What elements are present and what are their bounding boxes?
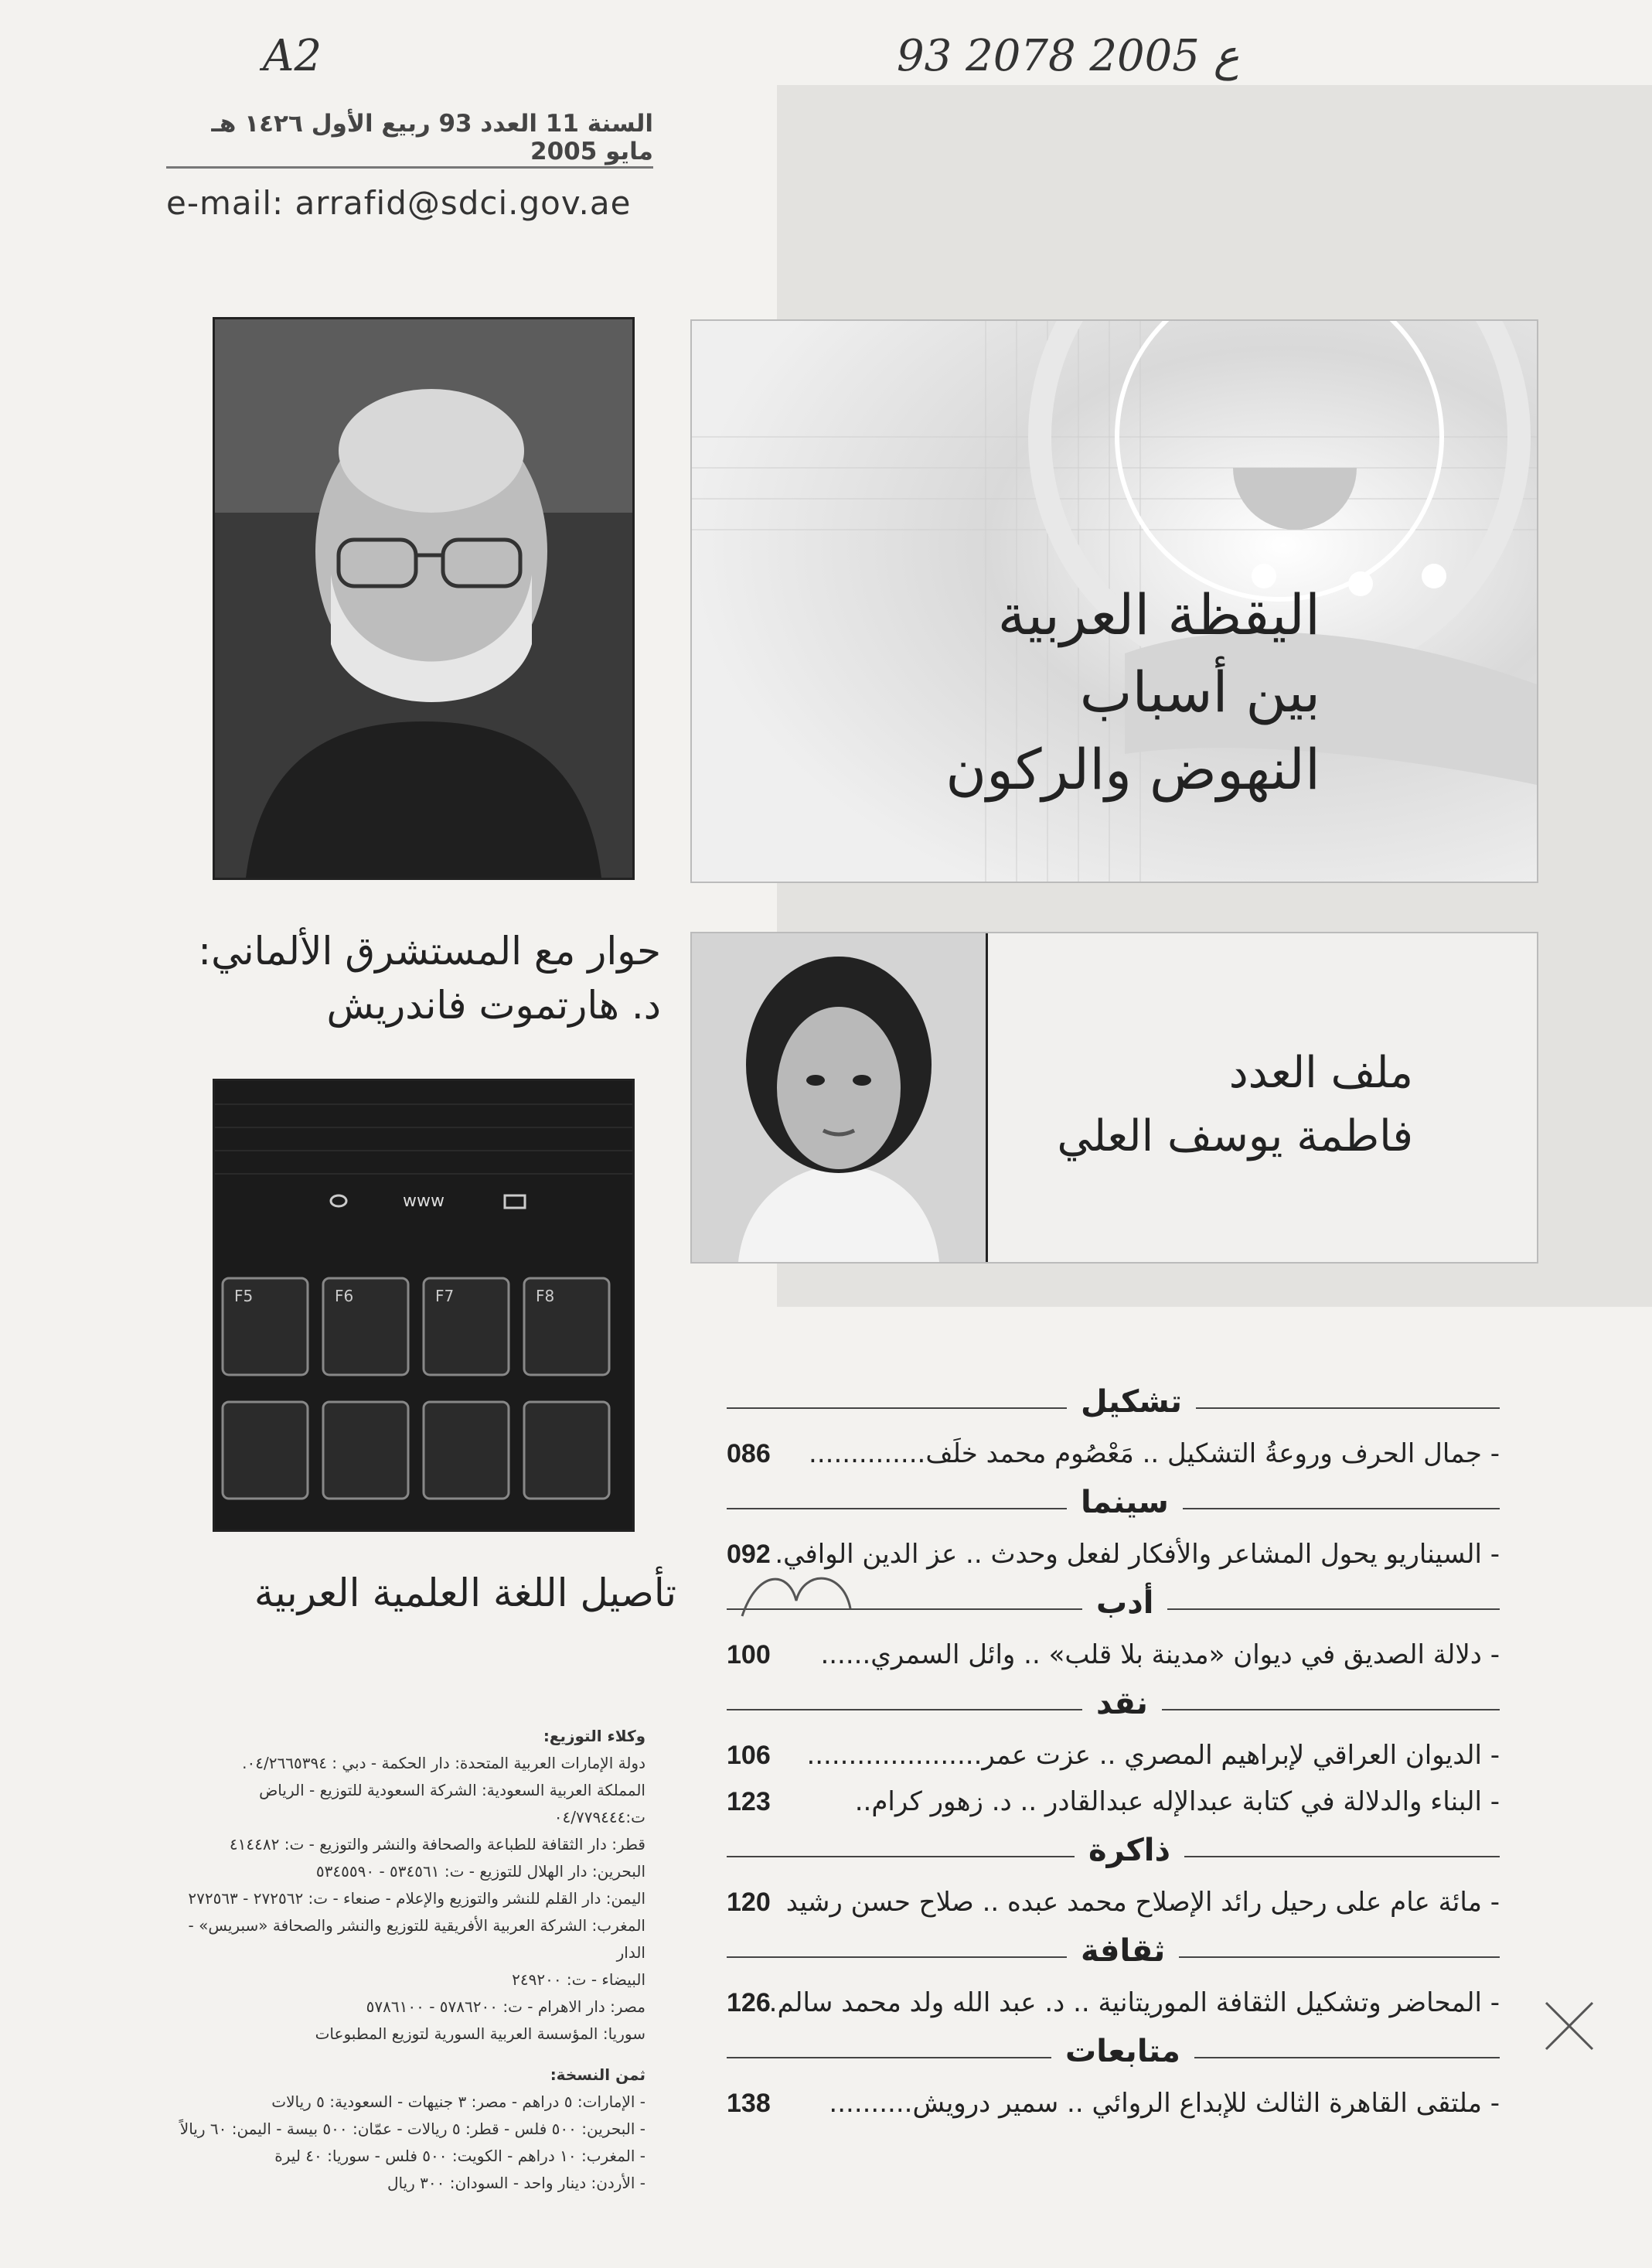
toc-section-label: نقد [1082,1686,1162,1721]
toc-entry-title: - ملتقى القاهرة الثالث للإبداع الروائي .. سمير درويش.......... [829,2088,1500,2119]
handwritten-x-mark [1538,1995,1600,2057]
key-f6-label: F6 [335,1287,354,1305]
distribution-line: البيضاء - ت: ٢٤٩٢٠٠ [512,1970,645,1989]
toc-page-number: 138 [727,2089,771,2118]
toc-section-heading [727,2034,1500,2080]
price-line: - البحرين: ٥٠٠ فلس - قطر: ٥ ريالات - عمّان: ٥٠٠ بيسة - اليمن: ٦٠ ريالاً [179,2120,645,2138]
www-key-label: www [403,1192,445,1211]
distribution-line: اليمن: دار القلم للنشر والتوزيع والإعلام - صنعاء - ت: ٢٧٢٥٦٢ - ٢٧٢٥٦٣ [188,1889,645,1908]
toc-section-heading [727,1933,1500,1980]
issue-file-box[interactable] [690,932,1538,1264]
toc-entry-title: - الديوان العراقي لإبراهيم المصري .. عزت عمر..................... [806,1740,1500,1771]
keyboard-photo[interactable] [213,1079,635,1532]
toc-section-heading [727,1485,1500,1531]
toc-section-label: سينما [1067,1485,1183,1520]
distribution-box [166,1723,645,2197]
toc-entry-title: - البناء والدلالة في كتابة عبدالإله عبدالقادر .. د. زهور كرام.. [854,1786,1500,1817]
toc-entry[interactable] [727,1732,1500,1779]
toc-entry[interactable] [727,2080,1500,2126]
key-f5-label: F5 [234,1287,254,1305]
toc-section-label: متابعات [1051,2034,1194,2069]
distribution-title: وكلاء التوزيع: [543,1727,645,1745]
issue-file-subject: فاطمة يوسف العلي [1057,1111,1413,1161]
toc-page-number: 100 [727,1640,771,1669]
distribution-line: دولة الإمارات العربية المتحدة: دار الحكمة - دبي : ٠٤/٢٦٦٥٣٩٤. [242,1754,645,1772]
toc-entry-title: - مائة عام على رحيل رائد الإصلاح محمد عبده .. صلاح حسن رشيد [785,1887,1500,1918]
toc-section-label: تشكيل [1067,1384,1196,1420]
interview-photo[interactable] [213,317,635,880]
toc-page-number: 092 [727,1540,771,1569]
handwritten-note-left: A2 [263,31,322,81]
interview-caption-line-2: د. هارتموت فاندريش [326,983,661,1028]
portrait-man-illustration [215,319,632,878]
interview-caption-line-1: حوار مع المستشرق الألماني: [198,929,661,974]
issue-file-title: ملف العدد [1228,1048,1413,1098]
toc-page-number: 120 [727,1888,771,1917]
distribution-line: قطر: دار الثقافة للطباعة والصحافة والنشر والتوزيع - ت: ٤١٤٤٨٢ [229,1835,645,1854]
main-title-line: بين أسباب [1079,660,1320,725]
key-f7-label: F7 [435,1287,455,1305]
keyboard-caption: تأصيل اللغة العلمية العربية [254,1571,676,1615]
key-f8-label: F8 [536,1287,555,1305]
toc-entry-title: - السيناريو يحول المشاعر والأفكار لفعل وحدث .. عز الدين الوافي. [775,1539,1500,1570]
issue-file-photo [692,933,988,1262]
toc-section-label: ثقافة [1067,1933,1179,1969]
toc-entry-title: - دلالة الصديق في ديوان «مدينة بلا قلب» .. وائل السمري...... [820,1639,1500,1670]
main-title-line: اليقظة العربية [997,582,1320,647]
table-of-contents [727,1384,1500,2126]
toc-section-heading [727,1384,1500,1431]
distribution-line: المغرب: الشركة العربية الأفريقية للتوزيع والنشر والصحافة «سبريس» - الدار [188,1916,645,1962]
toc-entry-title: - جمال الحرف وروعةُ التشكيل .. مَعْصُوم محمد خلَف.............. [809,1438,1500,1469]
toc-entry[interactable] [727,1779,1500,1825]
toc-page-number: 123 [727,1787,771,1816]
toc-entry[interactable] [727,1980,1500,2026]
keyboard-illustration [215,1081,632,1530]
issue-line: السنة 11 العدد 93 ربيع الأول ١٤٢٦ هـ مايو 2005 [211,110,653,165]
main-feature-title [779,576,1320,808]
toc-section-heading [727,1686,1500,1732]
toc-section-label: أدب [1082,1585,1167,1621]
price-line: - المغرب: ١٠ دراهم - الكويت: ٥٠٠ فلس - سوريا: ٤٠ ليرة [274,2147,645,2165]
handwritten-note-right: 93 ع 2005 2078 [897,31,1240,81]
toc-entry[interactable] [727,1431,1500,1477]
portrait-woman-illustration [692,933,986,1262]
price-line: - الإمارات: ٥ دراهم - مصر: ٣ جنيهات - السعودية: ٥ ريالات [271,2092,645,2111]
main-feature-box[interactable] [690,319,1538,883]
main-title-line: النهوض والركون [945,737,1320,802]
handwritten-scribble [727,1554,881,1639]
email-address[interactable]: e-mail: arrafid@sdci.gov.ae [166,184,632,222]
toc-section-label: ذاكرة [1075,1833,1184,1868]
distribution-line: المملكة العربية السعودية: الشركة السعودية للتوزيع - الرياض ت:٠٤/٧٧٩٤٤٤ [259,1781,645,1826]
toc-section-heading [727,1833,1500,1879]
toc-page-number: 126 [727,1988,771,2017]
distribution-line: مصر: دار الاهرام - ت: ٥٧٨٦٢٠٠ - ٥٧٨٦١٠٠ [366,1997,645,2016]
distribution-line: سوريا: المؤسسة العربية السورية لتوزيع المطبوعات [315,2024,645,2043]
price-line: - الأردن: دينار واحد - السودان: ٣٠٠ ريال [387,2174,645,2192]
interview-caption [166,924,661,1032]
toc-page-number: 086 [727,1439,771,1468]
price-title: ثمن النسخة: [550,2065,645,2084]
toc-entry[interactable] [727,1879,1500,1925]
issue-file-caption [1011,1042,1413,1168]
masthead-rule [166,166,653,169]
toc-entry-title: - المحاضر وتشكيل الثقافة الموريتانية .. د. عبد الله ولد محمد سالم.. [760,1987,1500,2018]
toc-page-number: 106 [727,1741,771,1770]
distribution-line: البحرين: دار الهلال للتوزيع - ت: ٥٣٤٥٦١ - ٥٣٤٥٥٩٠ [315,1862,645,1881]
